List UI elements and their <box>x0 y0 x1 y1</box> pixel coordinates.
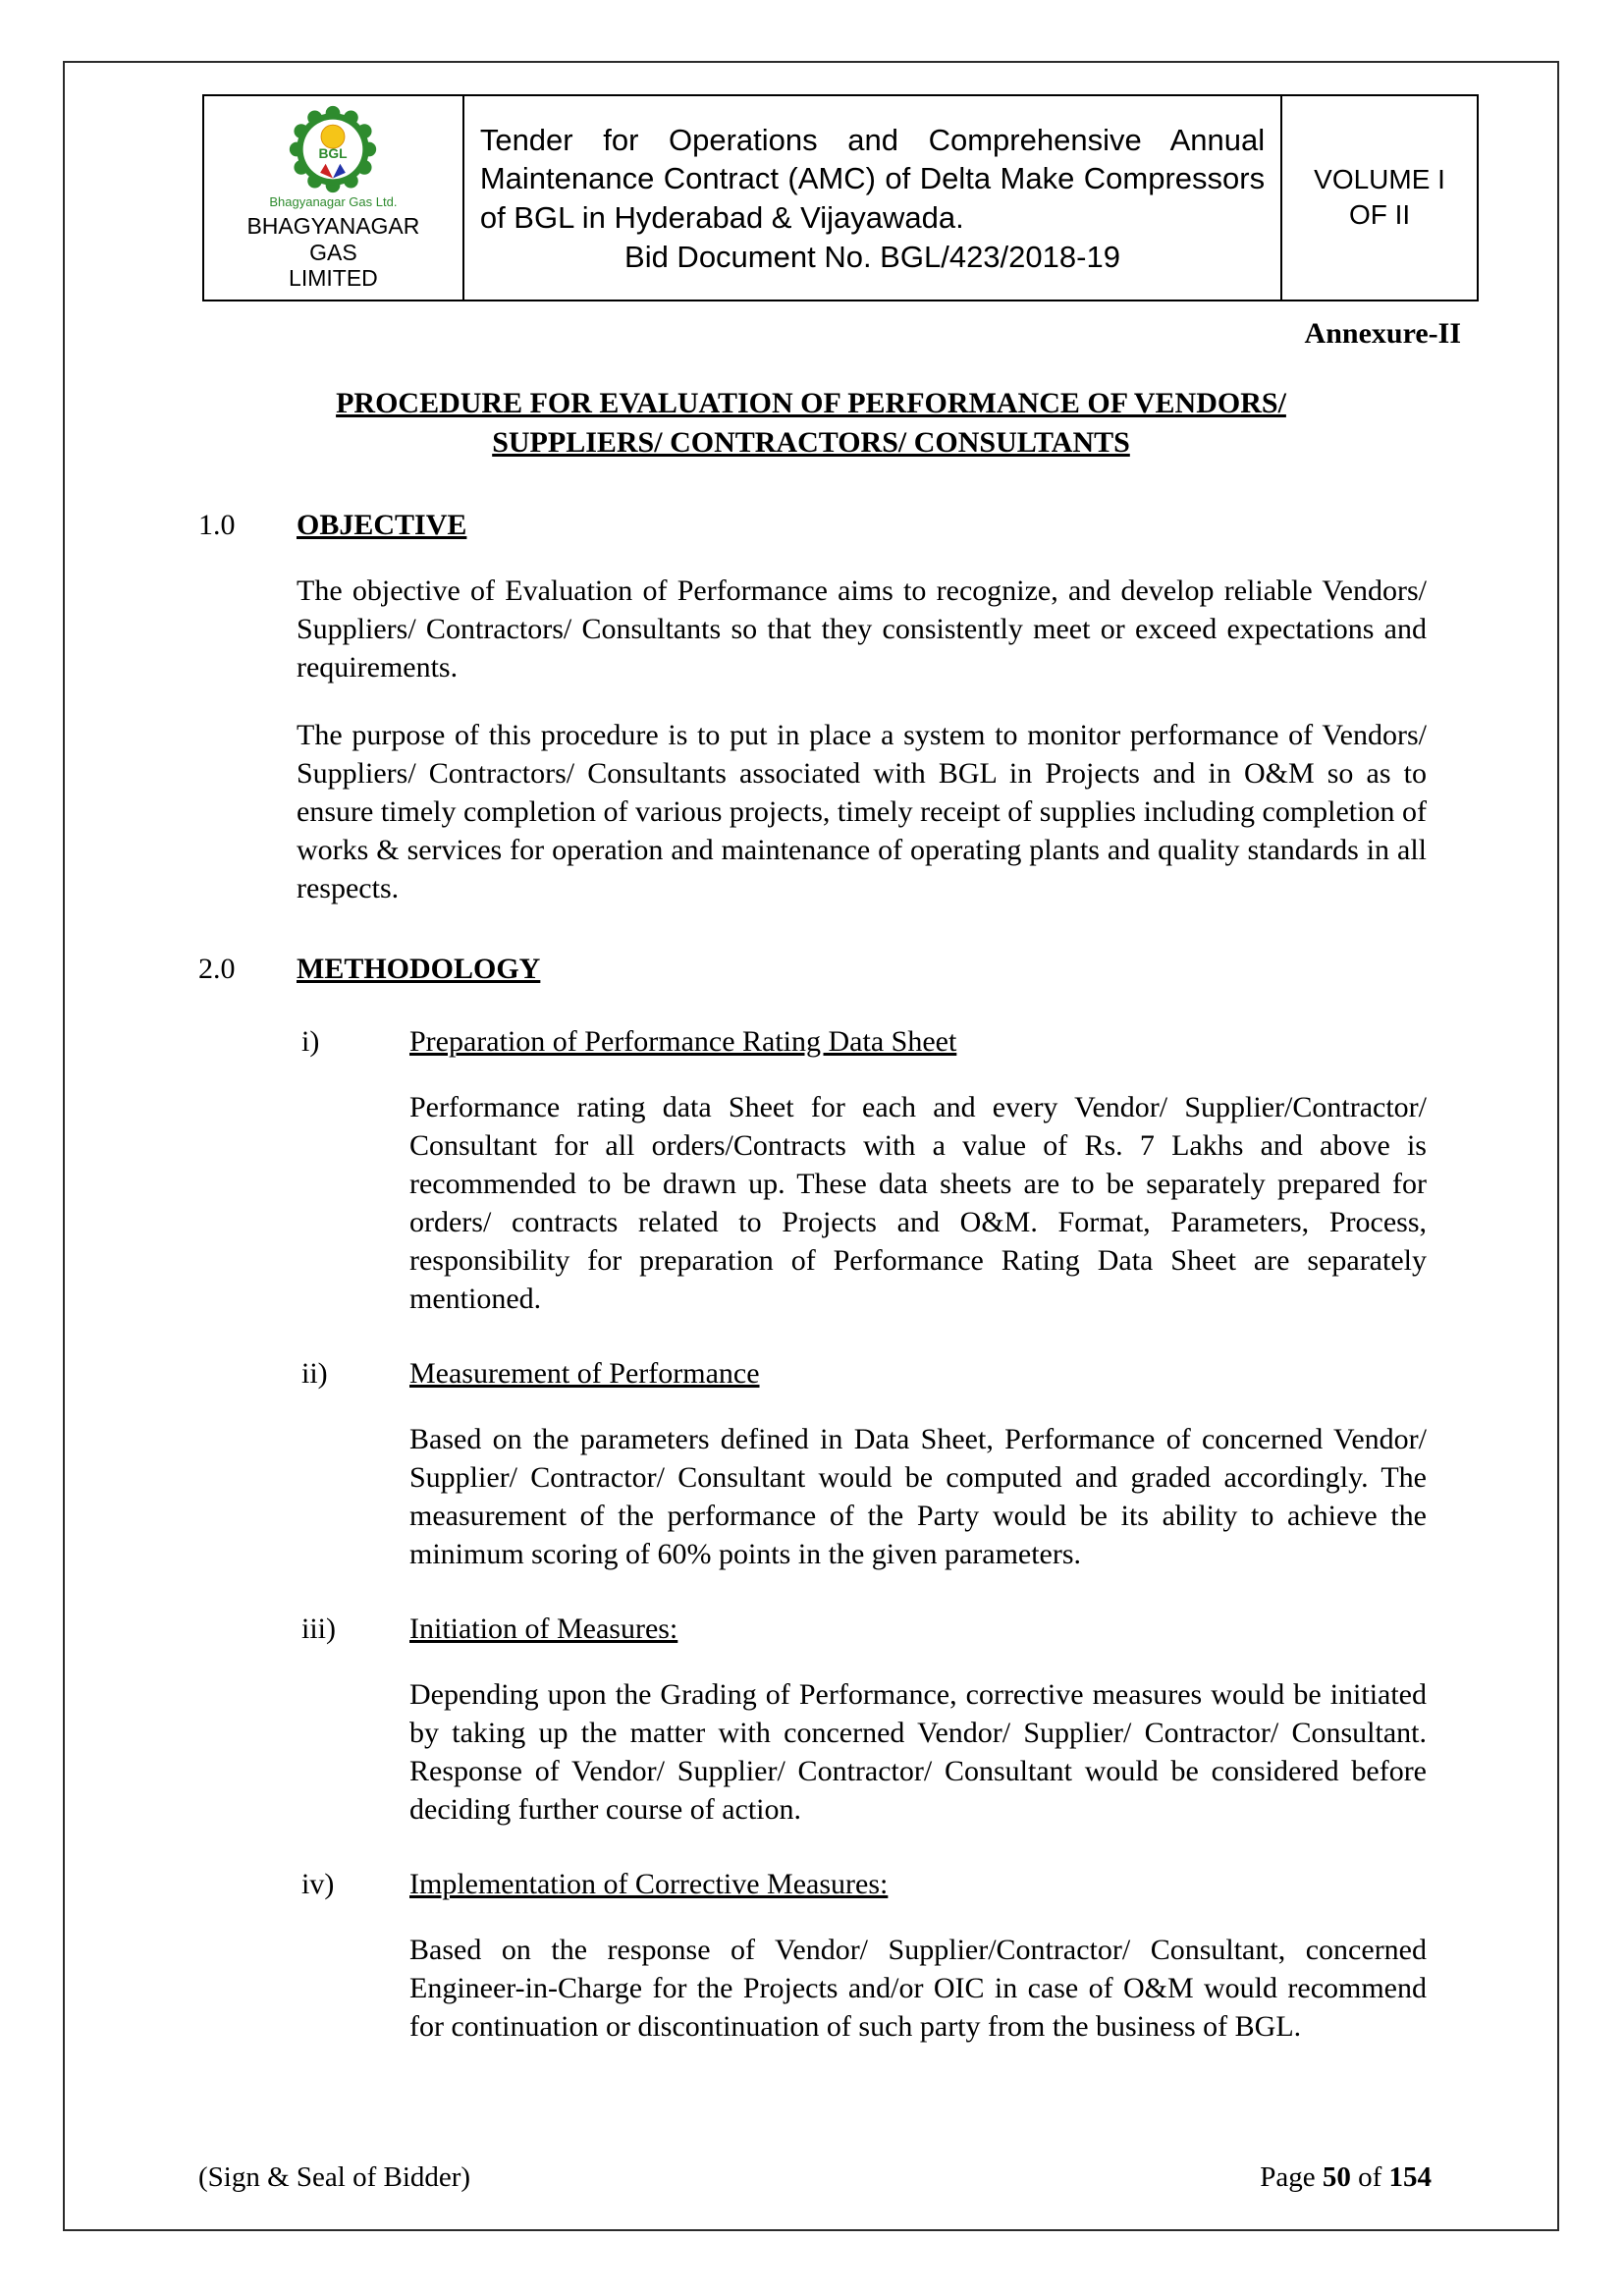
volume-line2: OF II <box>1348 199 1411 231</box>
document-title-line2: SUPPLIERS/ CONTRACTORS/ CONSULTANTS <box>492 426 1130 460</box>
logo-tagline: Bhagyanagar Gas Ltd. <box>269 194 398 209</box>
subitem-marker: i) <box>301 1024 320 1058</box>
subitem-title: Measurement of Performance <box>409 1356 760 1390</box>
section-number: 1.0 <box>198 508 236 541</box>
tender-title: Tender for Operations and Comprehensive Annual Maintenance Contract (AMC) of Delta Make Compressors of BGL in Hyderabad & Vijayawada. <box>479 122 1266 236</box>
document-title <box>65 384 1557 464</box>
sign-seal-note: (Sign & Seal of Bidder) <box>198 2161 471 2193</box>
subitem-marker: iv) <box>301 1867 335 1900</box>
subitem-marker: ii) <box>301 1356 328 1390</box>
page-footer <box>198 2161 1432 2194</box>
logo-cell <box>203 95 463 301</box>
subitem-heading-3 <box>301 1613 1557 1646</box>
page-word: Page <box>1260 2161 1316 2193</box>
page-number: 50 <box>1322 2161 1351 2193</box>
objective-paragraph-2: The purpose of this procedure is to put in place a system to monitor performance of Vendors/ Suppliers/ Contractors/ Consultants associated with BGL in Projects and in O&M so as to ensure timely completion of various projects, timely receipt of supplies including completion of works & services for operation and maintenance of operating plants and quality standards in all respects. <box>297 718 1427 904</box>
document-title-line1: PROCEDURE FOR EVALUATION OF PERFORMANCE OF VENDORS/ <box>336 386 1286 419</box>
tender-title-cell <box>463 95 1281 301</box>
bgl-logo-icon <box>285 104 381 194</box>
total-pages: 154 <box>1388 2161 1432 2193</box>
bid-document-number: Bid Document No. BGL/423/2018-19 <box>624 239 1120 274</box>
volume-cell <box>1281 95 1478 301</box>
subitem-heading-2 <box>301 1357 1557 1391</box>
page-border <box>63 61 1559 2231</box>
of-word: of <box>1358 2161 1382 2193</box>
objective-paragraph-1: The objective of Evaluation of Performance aims to recognize, and develop reliable Vendors/ Suppliers/ Contractors/ Consultants so that they consistently meet or exceed expectations and requirements. <box>297 574 1427 683</box>
section-heading-objective <box>198 509 1557 542</box>
subitem-heading-4 <box>301 1868 1557 1901</box>
subitem-paragraph-4: Based on the response of Vendor/ Supplier/Contractor/ Consultant, concerned Engineer-in-Charge for the Projects and/or OIC in case of O&M would recommend for continuation or discontinuation of such party from the business of BGL. <box>409 1933 1427 2043</box>
subitem-paragraph-3: Depending upon the Grading of Performance, corrective measures would be initiated by taking up the matter with concerned Vendor/ Supplier/ Contractor/ Consultant. Response of Vendor/ Supplier/ Contractor/ Consultant would be considered before deciding further course of action. <box>409 1677 1427 1826</box>
annexure-label: Annexure-II <box>1304 316 1461 350</box>
company-name-line2: LIMITED <box>289 265 378 292</box>
company-name-line1: BHAGYANAGAR GAS <box>246 213 420 265</box>
subitem-paragraph-1: Performance rating data Sheet for each and every Vendor/ Supplier/Contractor/ Consultant for all orders/Contracts with a value of Rs. 7 Lakhs and above is recommended to be drawn up. These data sheets are to be separately prepared for orders/ contracts related to Projects and O&M. Format, Parameters, Process, responsibility for preparation of Performance Rating Data Sheet are separately mentioned. <box>409 1090 1427 1315</box>
header-table <box>202 94 1479 301</box>
section-heading-methodology <box>198 953 1557 986</box>
subitem-marker: iii) <box>301 1612 336 1645</box>
section-number: 2.0 <box>198 952 236 985</box>
section-title: METHODOLOGY <box>297 952 541 985</box>
volume-line1: VOLUME I <box>1314 163 1445 194</box>
subitem-paragraph-2: Based on the parameters defined in Data Sheet, Performance of concerned Vendor/ Supplier/ Contractor/ Consultant would be computed and graded accordingly. The measurement of the performance of the Party would be its ability to achieve the minimum scoring of 60% points in the given parameters. <box>409 1422 1427 1570</box>
subitem-heading-1 <box>301 1025 1557 1059</box>
page-indicator <box>1260 2161 1432 2194</box>
company-name <box>220 213 447 291</box>
subitem-title: Preparation of Performance Rating Data Sheet <box>409 1024 957 1058</box>
section-title: OBJECTIVE <box>297 508 467 541</box>
logo-abbrev-text: BGL <box>318 146 348 162</box>
subitem-title: Implementation of Corrective Measures: <box>409 1867 889 1900</box>
subitem-title: Initiation of Measures: <box>409 1612 678 1645</box>
